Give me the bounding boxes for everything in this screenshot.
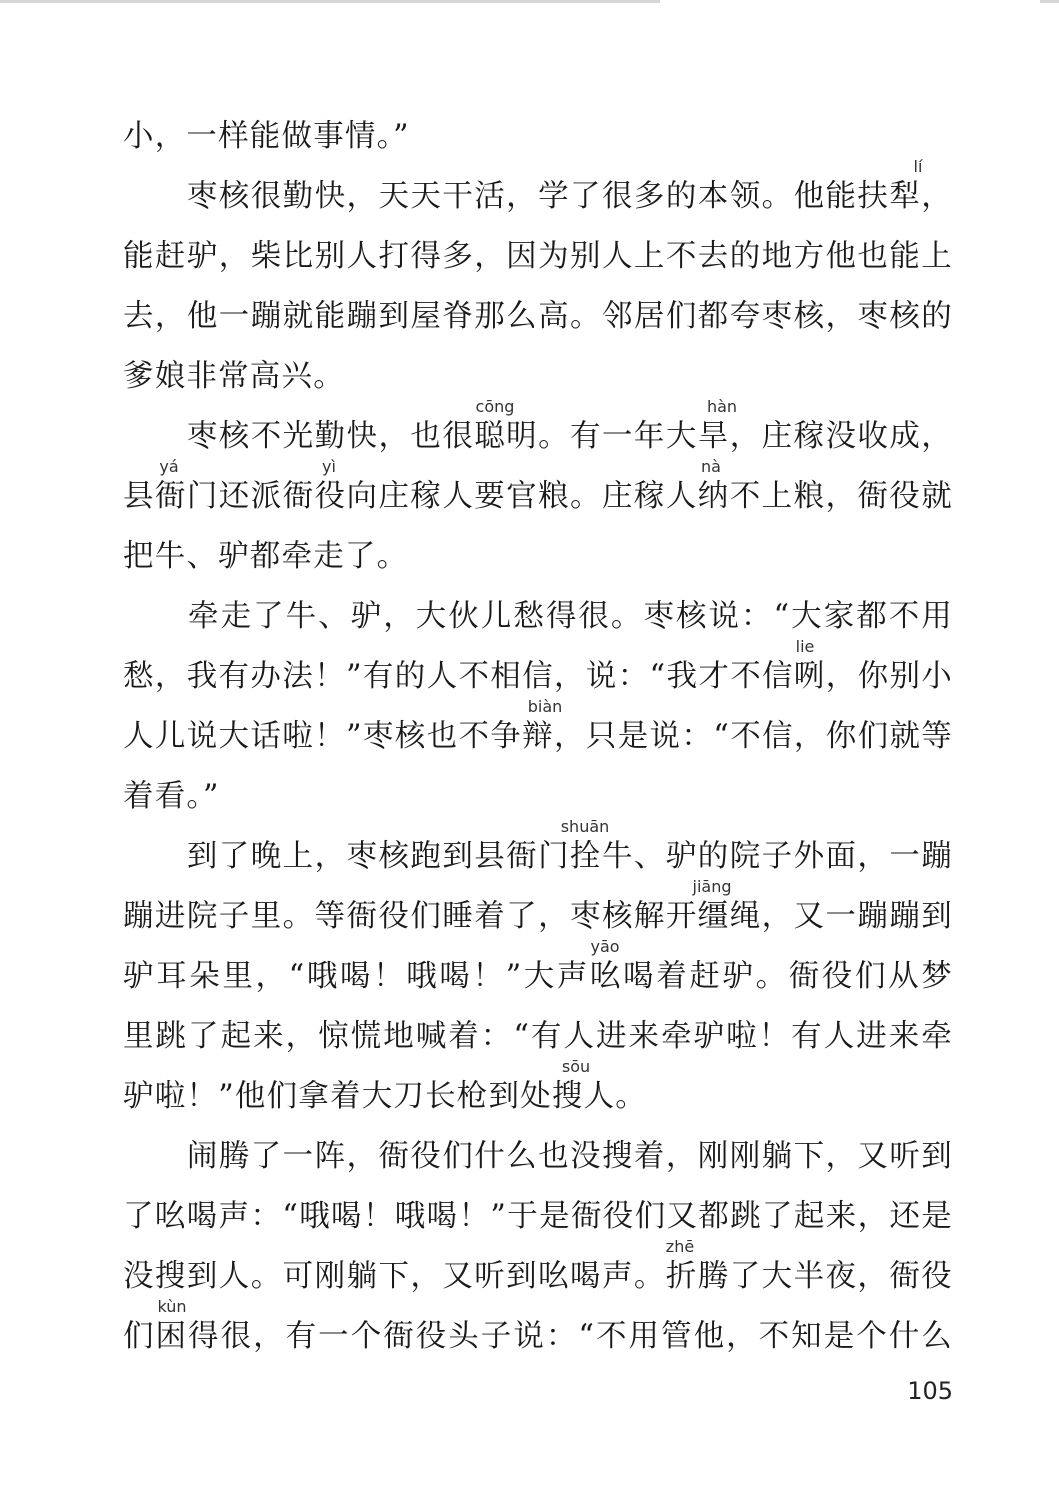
pinyin-han: hàn: [706, 397, 738, 416]
text-line-21: 们困得很，有一个衙役头子说：“不用管他，不知是个什么: [123, 1319, 953, 1354]
pinyin-jiang: jiāng: [692, 877, 732, 896]
text-line-8: 把牛、驴都牵走了。: [123, 539, 409, 574]
pinyin-kun: kùn: [157, 1297, 187, 1316]
pinyin-cong: cōng: [475, 397, 515, 416]
text-line-18: 闹腾了一阵，衙役们什么也没搜着，刚刚躺下，又听到: [123, 1139, 953, 1174]
text-line-9: 牵走了牛、驴，大伙儿愁得很。枣核说：“大家都不用: [123, 599, 953, 634]
pinyin-zhe: zhē: [665, 1237, 695, 1256]
text-line-10: 愁，我有办法！”有的人不相信，说：“我才不信咧，你别小: [123, 659, 953, 694]
text-line-5: 爹娘非常高兴。: [123, 359, 345, 394]
pinyin-li: lí: [913, 157, 923, 176]
pinyin-yao: yāo: [590, 937, 620, 956]
pinyin-bian: biàn: [527, 697, 563, 716]
text-line-16: 里跳了起来，惊慌地喊着：“有人进来牵驴啦！有人进来牵: [123, 1019, 953, 1054]
text-line-13: 到了晚上，枣核跑到县衙门拴牛、驴的院子外面，一蹦: [123, 839, 953, 874]
text-line-6: 枣核不光勤快，也很聪明。有一年大旱，庄稼没收成，: [123, 419, 953, 454]
text-line-14: 蹦进院子里。等衙役们睡着了，枣核解开缰绳，又一蹦蹦到: [123, 899, 953, 934]
text-line-2: 枣核很勤快，天天干活，学了很多的本领。他能扶犁，: [123, 179, 953, 214]
text-line-15: 驴耳朵里，“哦喝！哦喝！”大声吆喝着赶驴。衙役们从梦: [123, 959, 953, 994]
text-line-12: 着看。”: [123, 779, 220, 814]
pinyin-na: nà: [701, 457, 721, 476]
text-line-20: 没搜到人。可刚躺下，又听到吆喝声。折腾了大半夜，衙役: [123, 1259, 953, 1294]
text-line-3: 能赶驴，柴比别人打得多，因为别人上不去的地方他也能上: [123, 239, 953, 274]
pinyin-shuan: shuān: [560, 817, 610, 836]
text-line-11: 人儿说大话啦！”枣核也不争辩，只是说：“不信，你们就等: [123, 719, 953, 754]
top-rule-right: [1040, 0, 1059, 3]
text-line-17: 驴啦！”他们拿着大刀长枪到处搜人。: [123, 1079, 647, 1114]
text-line-1: 小，一样能做事情。”: [123, 119, 410, 154]
top-rule: [0, 0, 660, 3]
pinyin-lie: lie: [795, 637, 815, 656]
page-number: 105: [907, 1377, 953, 1405]
text-line-7: 县衙门还派衙役向庄稼人要官粮。庄稼人纳不上粮，衙役就: [123, 479, 953, 514]
pinyin-yi: yì: [322, 457, 336, 476]
pinyin-sou: sōu: [561, 1057, 591, 1076]
pinyin-ya: yá: [159, 457, 179, 476]
text-line-19: 了吆喝声：“哦喝！哦喝！”于是衙役们又都跳了起来，还是: [123, 1199, 953, 1234]
text-line-4: 去，他一蹦就能蹦到屋脊那么高。邻居们都夸枣核，枣核的: [123, 299, 953, 334]
